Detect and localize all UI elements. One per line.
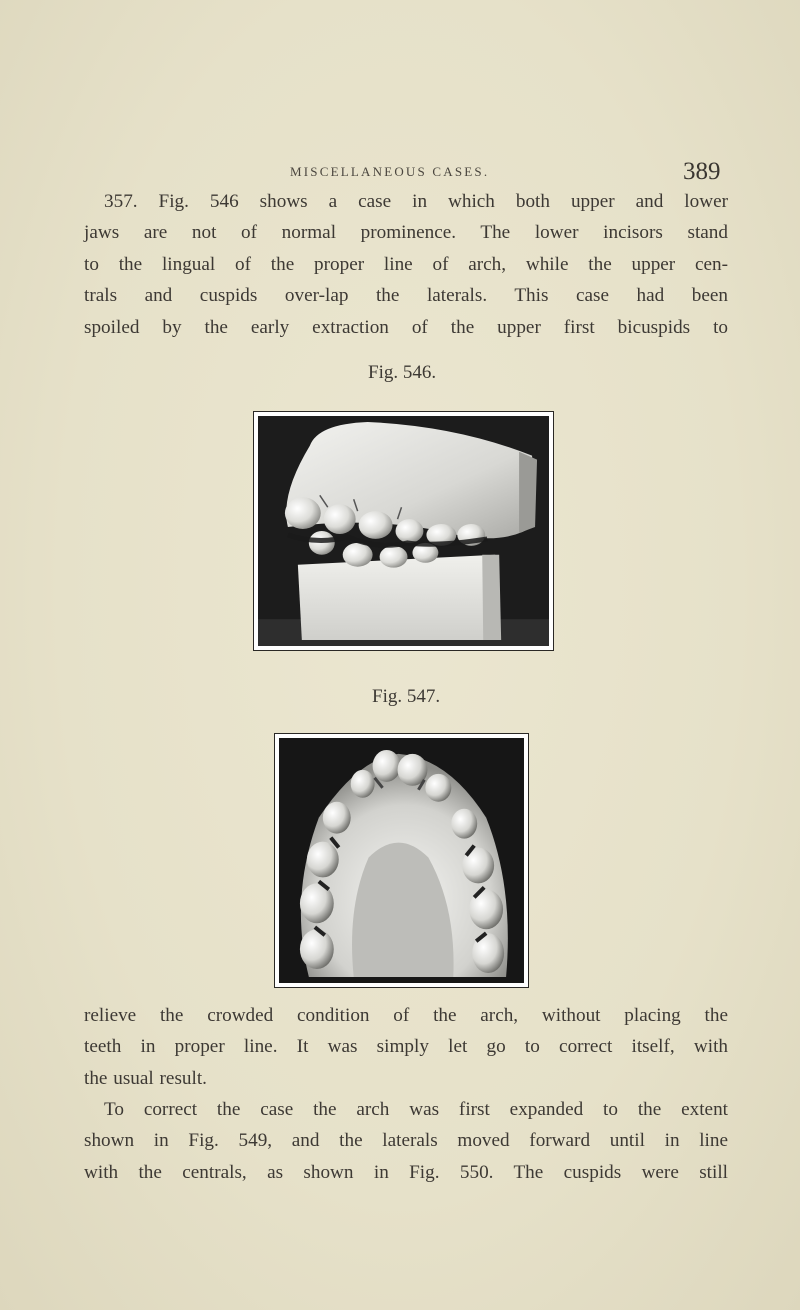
dental-cast-side-view-image <box>258 416 549 646</box>
text-line: the usual result. <box>84 1067 207 1089</box>
text-line: with the centrals, as shown in Fig. 550. The cuspids were still <box>84 1161 728 1183</box>
dental-arch-occlusal-view-image <box>279 738 524 983</box>
text-line: trals and cuspids over-lap the laterals. This case had been <box>84 285 728 307</box>
paragraph-357 <box>84 186 728 343</box>
paragraph-correction <box>84 1094 728 1188</box>
page-number: 389 <box>683 158 721 185</box>
text-line: spoiled by the early extraction of the upper first bicuspids to <box>84 316 728 338</box>
figure-546-caption: Fig. 546. <box>368 362 437 383</box>
figure-547-caption: Fig. 547. <box>372 686 441 707</box>
text-line: teeth in proper line. It was simply let go to correct itself, with <box>84 1036 728 1058</box>
text-line: jaws are not of normal prominence. The lower incisors stand <box>84 222 728 244</box>
text-line: 357. Fig. 546 shows a case in which both upper and lower <box>104 191 728 212</box>
text-line: relieve the crowded condition of the arch, without placing the <box>84 1005 728 1026</box>
text-line: to the lingual of the proper line of arch, while the upper cen- <box>84 253 728 275</box>
figure-546-photo <box>253 411 554 651</box>
running-title: MISCELLANEOUS CASES. <box>290 164 490 179</box>
paragraph-continuation <box>84 1000 728 1094</box>
text-line: To correct the case the arch was first expanded to the extent <box>104 1099 728 1120</box>
text-line: shown in Fig. 549, and the laterals moved forward until in line <box>84 1130 728 1152</box>
figure-547-photo <box>274 733 529 988</box>
